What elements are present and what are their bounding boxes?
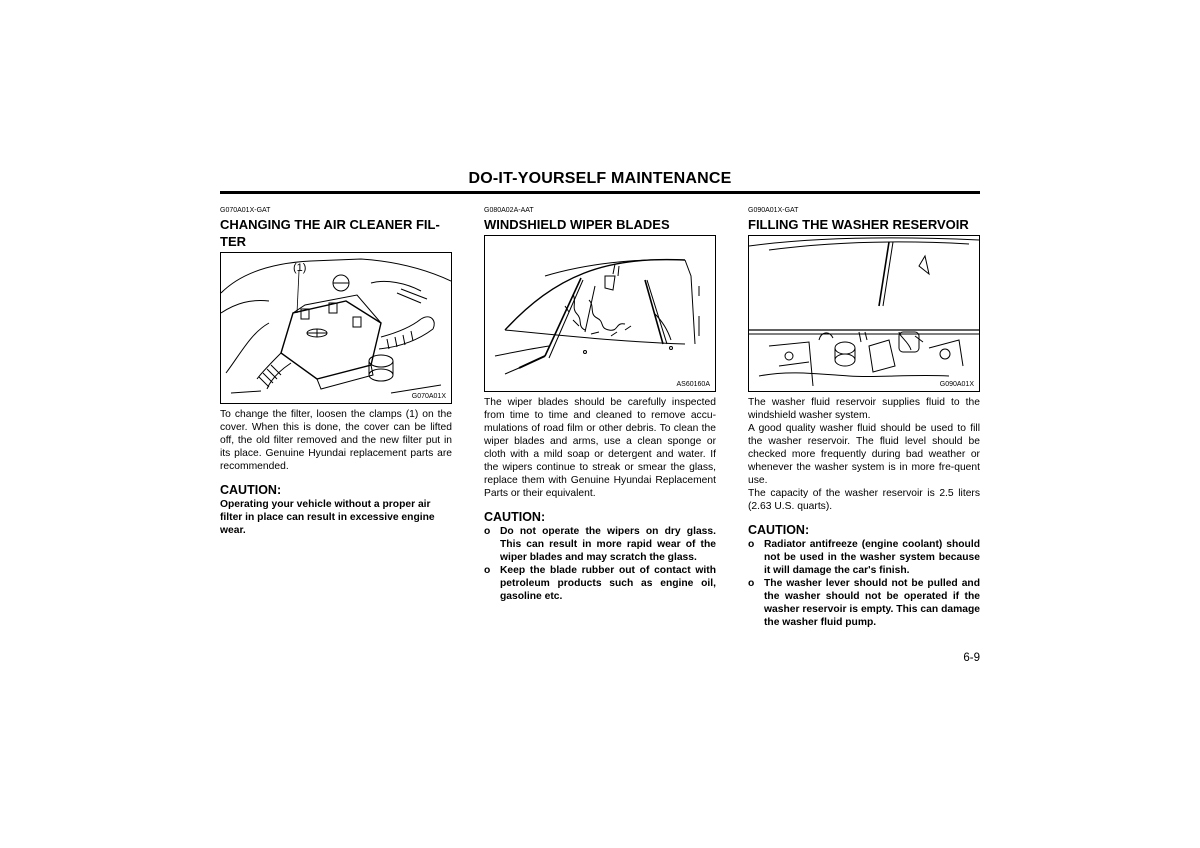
body-paragraph: The capacity of the washer reservoir is 2.5 liters (2.63 U.S. quarts). [748,488,980,512]
section-code: G090A01X-GAT [748,207,799,214]
bullet-marker: o [484,565,491,576]
caution-item-text: The washer lever should not be pulled and the washer should not be operated if the washer reservoir is empty. This can damage the washer fluid pump. [764,578,980,628]
page-title: DO-IT-YOURSELF MAINTENANCE [468,170,732,187]
section-code: G080A02A-AAT [484,207,534,214]
figure-code: G090A01X [939,381,974,388]
section-wiper-blades [484,206,716,603]
caution-title: CAUTION: [484,510,546,524]
caution-list [748,538,980,629]
section-code: G070A01X-GAT [220,207,271,214]
wiper-figure [484,235,716,392]
caution-item-text: Radiator antifreeze (engine coolant) should not be used in the washer system because it will damage the car's finish. [764,539,980,576]
caution-item [484,564,716,603]
section-air-cleaner [220,206,452,537]
body-paragraph: To change the filter, loosen the clamps (1) on the cover. When this is done, the cover can be lifted off, the old filter removed and the new filter put in its place. Genuine Hyundai replacement parts are recommended. [220,409,452,472]
caution-item-text: Do not operate the wipers on dry glass. This can result in more rapid wear of the wiper blades and may scratch the glass. [500,526,716,563]
air-cleaner-figure [220,252,452,404]
clamp-callout: (1) [293,262,307,274]
section-heading: FILLING THE WASHER RESERVOIR [748,217,969,232]
caution-item [484,525,716,564]
bullet-marker: o [748,539,755,550]
bullet-marker: o [484,526,491,537]
washer-reservoir-illustration [749,236,979,391]
caution-text: Operating your vehicle without a proper air filter in place can result in excessive engine wear. [220,499,435,536]
body-paragraph: The washer fluid reservoir supplies fluid to the windshield washer system. [748,397,980,421]
caution-title: CAUTION: [748,523,810,537]
section-heading: WINDSHIELD WIPER BLADES [484,217,670,232]
body-paragraph: A good quality washer fluid should be used to fill the washer reservoir. The fluid level should be checked more frequently during bad weather or whenever the washer system is in more fre-quent use. [748,423,980,486]
section-washer-reservoir [748,206,980,629]
body-paragraph: The wiper blades should be carefully inspected from time to time and cleaned to remove accu-mulations of road film or other debris. To clean the wiper blades and arms, use a clean sponge or cloth with a mild soap or detergent and water. If the wipers continue to streak or smear the glass, replace them with Genuine Hyundai Replacement Parts or their equivalent. [484,397,716,499]
caution-item-text: Keep the blade rubber out of contact with petroleum products such as engine oil, gasoline etc. [500,565,716,602]
windshield-wiper-illustration [485,236,715,391]
caution-item [748,577,980,629]
figure-code: G070A01X [411,393,446,400]
caution-list [484,525,716,603]
figure-code: AS60160A [676,381,710,388]
washer-figure [748,235,980,392]
title-rule [220,191,980,194]
section-heading: CHANGING THE AIR CLEANER FIL-TER [220,217,440,249]
page-number: 6-9 [963,652,980,664]
engine-air-cleaner-illustration [221,253,451,403]
caution-title: CAUTION: [220,483,282,497]
bullet-marker: o [748,578,755,589]
caution-item [748,538,980,577]
